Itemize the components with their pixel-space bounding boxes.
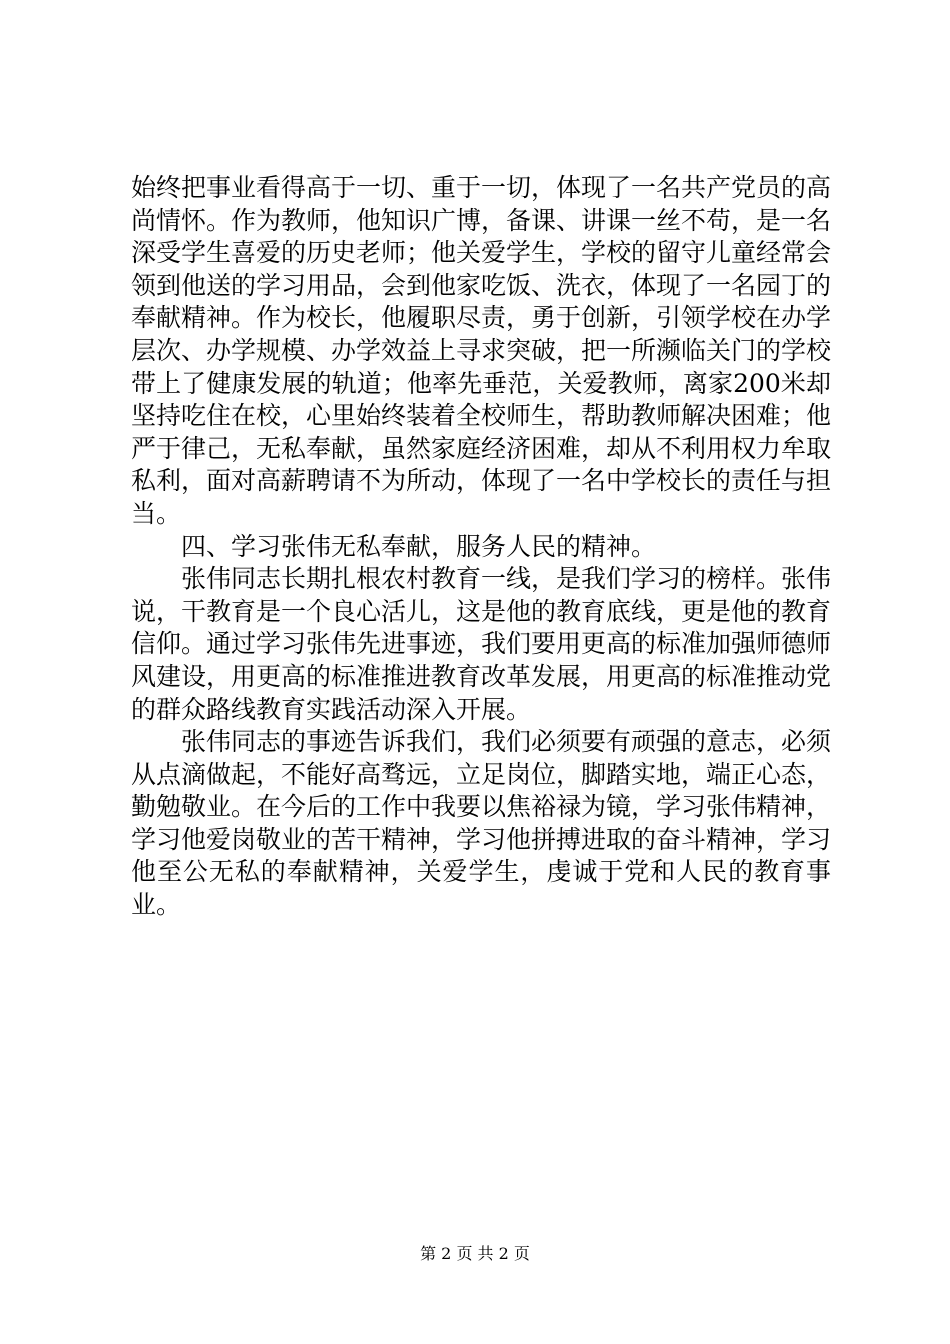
paragraph-conclusion: 张伟同志的事迹告诉我们，我们必须要有顽强的意志，必须从点滴做起，不能好高骛远，立足岗位，脚踏实地，端正心态，勤勉敬业。在今后的工作中我要以焦裕禄为镜，学习张伟精神，学习他爱岗敬业的苦干精神，学习他拼搏进取的奋斗精神，学习他至公无私的奉献精神，关爱学生，虔诚于党和人民的教育事业。 <box>131 727 832 920</box>
paragraph-role-model: 张伟同志长期扎根农村教育一线，是我们学习的榜样。张伟说，干教育是一个良心活儿，这是他的教育底线，更是他的教育信仰。通过学习张伟先进事迹，我们要用更高的标准加强师德师风建设，用更高的标准推进教育改革发展，用更高的标准推动党的群众路线教育实践活动深入开展。 <box>131 564 832 724</box>
paragraph-continuation: 始终把事业看得高于一切、重于一切，体现了一名共产党员的高尚情怀。作为教师，他知识广博，备课、讲课一丝不苟，是一名深受学生喜爱的历史老师；他关爱学生，学校的留守儿童经常会领到他送的学习用品，会到他家吃饭、洗衣，体现了一名园丁的奉献精神。作为校长，他履职尽责，勇于创新，引领学校在办学层次、办学规模、办学效益上寻求突破，把一所濒临关门的学校带上了健康发展的轨道；他率先垂范，关爱教师，离家200米却坚持吃住在校，心里始终装着全校师生，帮助教师解决困难；他严于律己，无私奉献，虽然家庭经济困难，却从不利用权力牟取私利，面对高薪聘请不为所动，体现了一名中学校长的责任与担当。 <box>131 173 832 528</box>
section-heading-four: 四、学习张伟无私奉献，服务人民的精神。 <box>181 531 657 561</box>
document-body <box>131 172 831 922</box>
page-footer: 第 2 页 共 2 页 <box>420 1244 530 1263</box>
